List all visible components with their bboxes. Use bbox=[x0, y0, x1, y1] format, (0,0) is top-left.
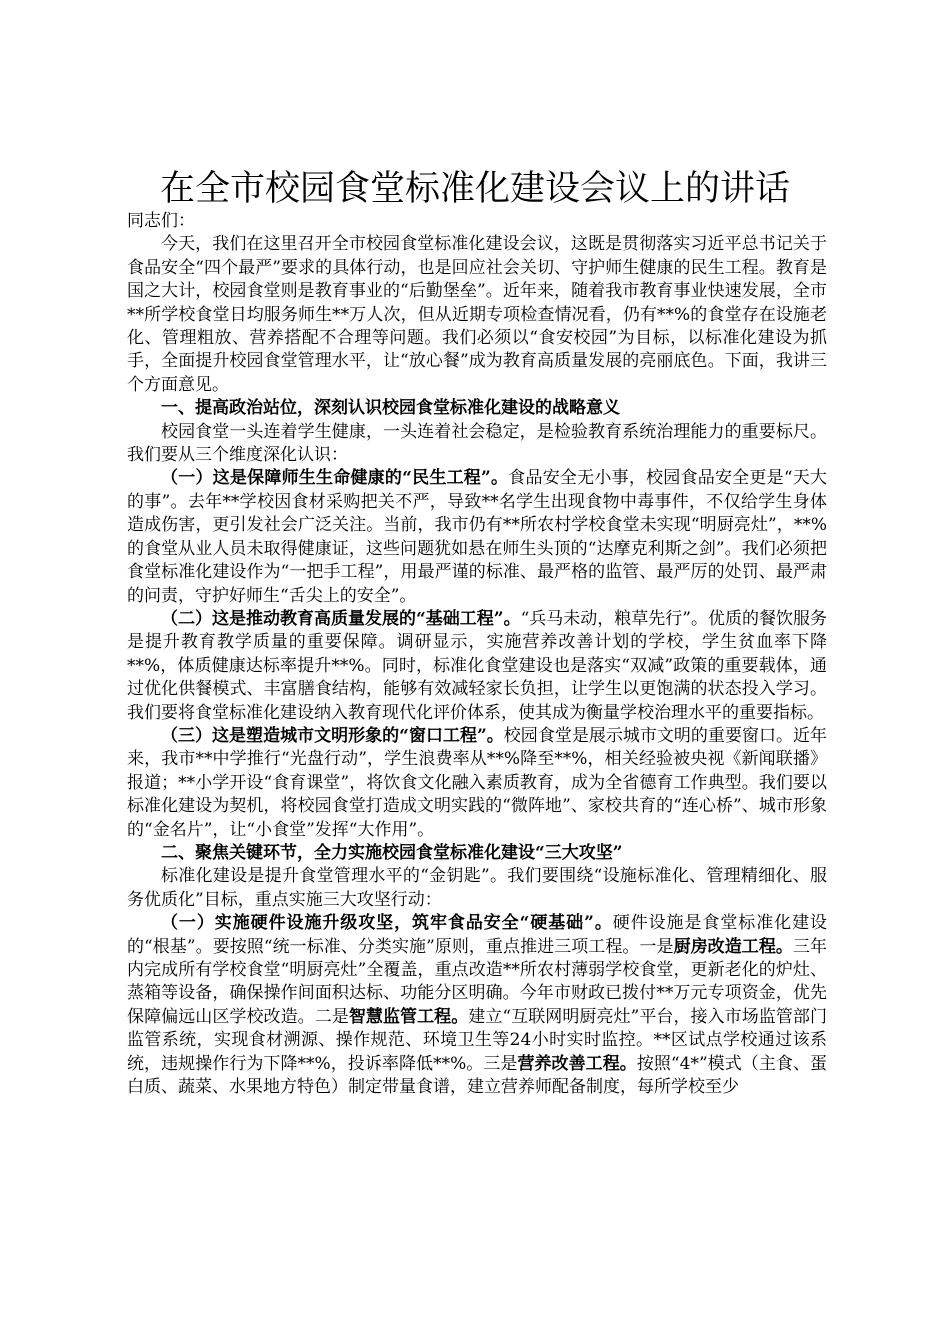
section-heading-1 bbox=[127, 397, 827, 420]
section-2-item-1-body-d: 按照“4*”模式（主食、蛋白质、蔬菜、水果地方特色）制定带量食谱，建立营养师配备制度，每所学校至少 bbox=[127, 1053, 828, 1098]
section-1-item-1 bbox=[127, 467, 827, 607]
section-heading-1-text: 一、提高政治站位，深刻认识校园食堂标准化建设的战略意义 bbox=[161, 398, 620, 419]
section-1-item-2-body: “兵马未动，粮草先行”。优质的餐饮服务是提升教育教学质量的重要保障。调研显示，实施营养改善计划的学校，学生贫血率下降**%，体质健康达标率提升**%。同时，标准化食堂建设也是落实“双减”政策的重要载体，通过优化供餐模式、丰富膳食结构，能够有效减轻家长负担，让学生以更饱满的状态投入学习。我们要将食堂标准化建设纳入教育现代化评价体系，使其成为衡量学校治理水平的重要指标。 bbox=[127, 608, 827, 723]
section-heading-2 bbox=[127, 842, 827, 865]
section-1-intro: 校园食堂一头连着学生健康，一头连着社会稳定，是检验教育系统治理能力的重要标尺。我们要从三个维度深化认识： bbox=[127, 421, 827, 466]
section-2-item-1-body-b: 三年内完成所有学校食堂“明厨亮灶”全覆盖，重点改造**所农村薄弱学校食堂，更新老化的炉灶、蒸箱等设备，确保操作间面积达标、功能分区明确。今年市财政已拨付**万元专项资金，优先保障偏远山区学校改造。二是 bbox=[127, 936, 828, 1027]
document-body bbox=[127, 210, 827, 1099]
section-1-item-3 bbox=[127, 725, 827, 842]
section-1-item-1-heading: （一）这是保障师生生命健康的“民生工程”。 bbox=[161, 468, 509, 489]
section-1-item-2-heading: （二）这是推动教育高质量发展的“基础工程”。 bbox=[161, 608, 521, 629]
salutation: 同志们： bbox=[127, 211, 195, 231]
section-2-item-1 bbox=[127, 912, 827, 1099]
intro-paragraph: 今天，我们在这里召开全市校园食堂标准化建设会议，这既是贯彻落实习近平总书记关于食品安全“四个最严”要求的具体行动，也是回应社会关切、守护师生健康的民生工程。教育是国之大计，校园食堂则是教育事业的“后勤堡垒”。近年来，随着我市教育事业快速发展，全市**所学校食堂日均服务师生**万人次，但从近期专项检查情况看，仍有**%的食堂存在设施老化、管理粗放、营养搭配不合理等问题。我们必须以“食安校园”为目标，以标准化建设为抓手，全面提升校园食堂管理水平，让“放心餐”成为教育高质量发展的亮丽底色。下面，我讲三个方面意见。 bbox=[127, 234, 827, 395]
section-heading-2-text: 二、聚焦关键环节，全力实施校园食堂标准化建设“三大攻坚” bbox=[161, 842, 623, 863]
document-title: 在全市校园食堂标准化建设会议上的讲话 bbox=[159, 169, 790, 209]
section-2-item-1-body-a: 硬件设施是食堂标准化建设的“根基”。要按照“统一标准、分类实施”原则，重点推进三项工程。一是 bbox=[127, 913, 828, 957]
section-2-item-1-bold-a: 厨房改造工程。 bbox=[673, 936, 793, 957]
section-2-intro: 标准化建设是提升食堂管理水平的“金钥匙”。我们要围绕“设施标准化、管理精细化、服务优质化”目标，重点实施三大攻坚行动： bbox=[127, 866, 827, 910]
section-1-item-3-heading: （三）这是塑造城市文明形象的“窗口工程”。 bbox=[161, 725, 504, 746]
section-2-item-1-bold-c: 营养改善工程。 bbox=[517, 1053, 637, 1074]
section-2-item-1-bold-b: 智慧监管工程。 bbox=[348, 1006, 469, 1027]
section-1-item-3-body: 校园食堂是展示城市文明的重要窗口。近年来，我市**中学推行“光盘行动”，学生浪费率从**%降至**%，相关经验被央视《新闻联播》报道；**小学开设“食育课堂”，将饮食文化融入素质教育，成为全省德育工作典型。我们要以标准化建设为契机，将校园食堂打造成文明实践的“微阵地”、家校共育的“连心桥”、城市形象的“金名片”，让“小食堂”发挥“大作用”。 bbox=[127, 725, 827, 840]
section-2-item-1-heading: （一）实施硬件设施升级攻坚，筑牢食品安全“硬基础”。 bbox=[161, 913, 613, 934]
section-2-item-1-body-c: 建立“互联网明厨亮灶”平台，接入市场监管部门监管系统，实现食材溯源、操作规范、环境卫生等24小时实时监控。**区试点学校通过该系统，违规操作行为下降**%，投诉率降低**%。三是 bbox=[127, 1006, 827, 1074]
section-1-item-1-body: 食品安全无小事，校园食品安全更是“天大的事”。去年**学校因食材采购把关不严，导致**名学生出现食物中毒事件，不仅给学生身体造成伤害，更引发社会广泛关注。当前，我市仍有**所农村学校食堂未实现“明厨亮灶”，**%的食堂从业人员未取得健康证，这些问题犹如悬在师生头顶的“达摩克利斯之剑”。我们必须把食堂标准化建设作为“一把手工程”，用最严谨的标准、最严格的监管、最严厉的处罚、最严肃的问责，守护好师生“舌尖上的安全”。 bbox=[127, 468, 827, 606]
section-1-item-2 bbox=[127, 608, 827, 725]
